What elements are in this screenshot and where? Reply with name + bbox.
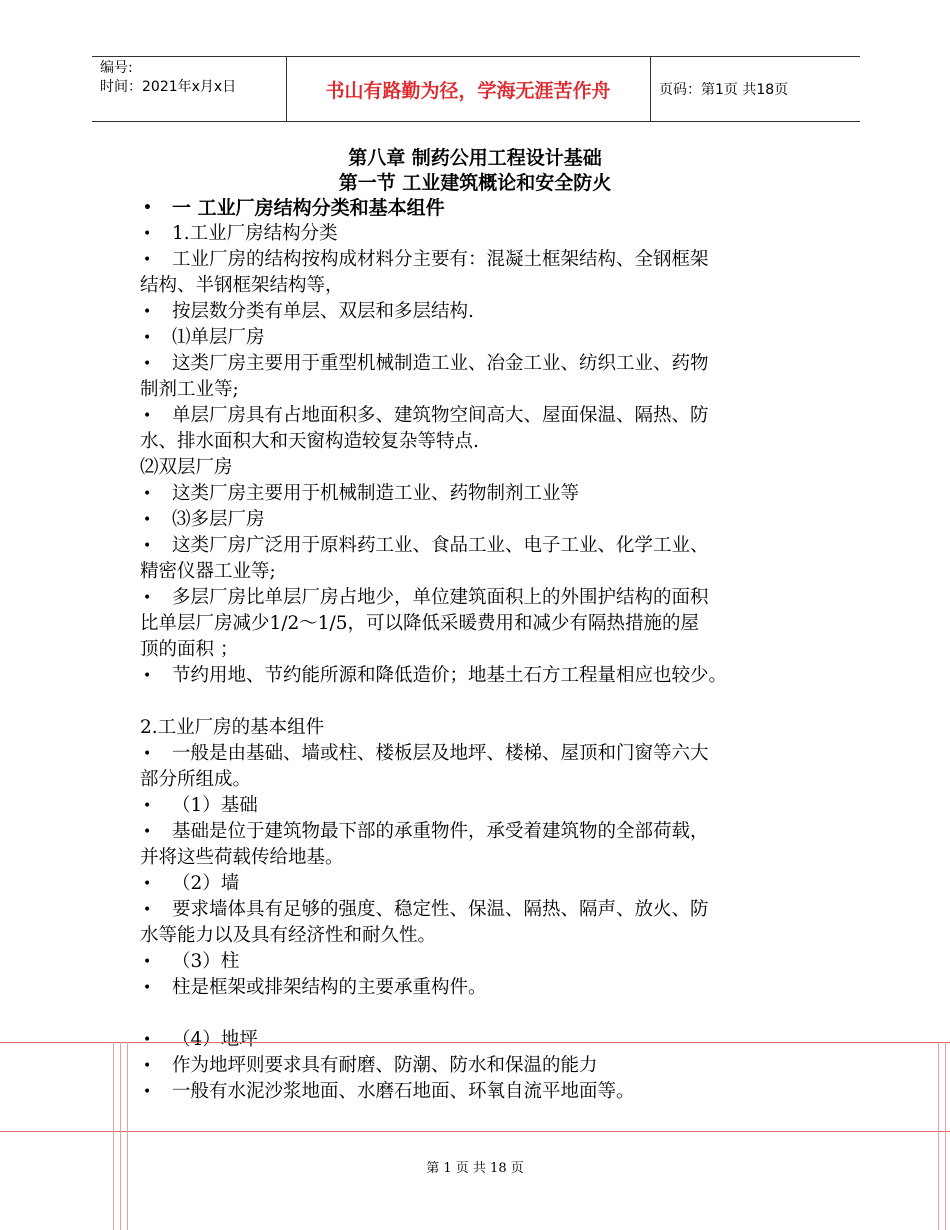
margin-line-bottom xyxy=(0,1131,950,1132)
margin-line-vertical-5 xyxy=(945,1042,946,1230)
document-body xyxy=(140,195,820,1105)
text-line xyxy=(140,533,820,559)
text-line xyxy=(140,377,820,403)
bullet-icon: • xyxy=(143,304,152,320)
text-line xyxy=(140,845,820,871)
line-text: ⑶多层厂房 xyxy=(172,509,265,530)
section-title: 第一节 工业建筑概论和安全防火 xyxy=(338,172,612,194)
header-number-label: 编号: xyxy=(100,60,133,76)
text-line xyxy=(140,923,820,949)
line-text: ⑴单层厂房 xyxy=(172,327,265,348)
text-line xyxy=(140,741,820,767)
text-line xyxy=(140,481,820,507)
text-line xyxy=(140,455,820,481)
text-line xyxy=(140,559,820,585)
blank-line xyxy=(140,1001,820,1027)
header-time-label: 时间：2021年x月x日 xyxy=(100,79,237,95)
text-line xyxy=(140,767,820,793)
line-text: 精密仪器工业等; xyxy=(140,561,276,582)
line-text: 多层厂房比单层厂房占地少，单位建筑面积上的外围护结构的面积 xyxy=(172,587,709,608)
line-text: 基础是位于建筑物最下部的承重物件，承受着建筑物的全部荷载， xyxy=(172,821,709,842)
line-text: 结构、半钢框架结构等， xyxy=(140,275,344,296)
text-line xyxy=(140,221,820,247)
line-text: 水、排水面积大和天窗构造较复杂等特点. xyxy=(140,431,479,452)
line-text: （2）墙 xyxy=(172,873,240,894)
line-text: 工业厂房的结构按构成材料分主要有：混凝土框架结构、全钢框架 xyxy=(172,249,709,270)
line-text: 柱是框架或排架结构的主要承重构件。 xyxy=(172,977,487,998)
text-line xyxy=(140,585,820,611)
bullet-icon: • xyxy=(143,824,152,840)
bullet-icon: • xyxy=(143,252,152,268)
text-line xyxy=(140,247,820,273)
line-text: 单层厂房具有占地面积多、建筑物空间高大、屋面保温、隔热、防 xyxy=(172,405,709,426)
line-text: 制剂工业等; xyxy=(140,379,239,400)
text-line xyxy=(140,403,820,429)
text-line xyxy=(140,1027,820,1053)
line-text: 1.工业厂房结构分类 xyxy=(172,223,338,244)
bullet-icon: • xyxy=(143,486,152,502)
header-page-info: 页码：第1页 共18页 xyxy=(659,82,789,98)
text-line xyxy=(140,429,820,455)
text-line xyxy=(140,897,820,923)
margin-line-vertical-2 xyxy=(120,1042,121,1230)
text-line xyxy=(140,819,820,845)
text-line xyxy=(140,793,820,819)
line-text: （3）柱 xyxy=(172,951,240,972)
line-text: 作为地坪则要求具有耐磨、防潮、防水和保温的能力 xyxy=(172,1055,598,1076)
text-line xyxy=(140,351,820,377)
chapter-title: 第八章 制药公用工程设计基础 xyxy=(348,147,602,169)
margin-line-vertical-4 xyxy=(938,1042,939,1230)
header-top-rule xyxy=(92,56,860,57)
margin-line-top xyxy=(0,1042,950,1043)
line-text: 这类厂房广泛用于原料药工业、食品工业、电子工业、化学工业、 xyxy=(172,535,709,556)
bullet-icon: • xyxy=(143,746,152,762)
text-line xyxy=(140,611,820,637)
line-text: （1）基础 xyxy=(172,795,258,816)
bullet-icon: • xyxy=(143,512,152,528)
line-text: 2.工业厂房的基本组件 xyxy=(140,717,325,738)
bullet-icon: • xyxy=(143,1032,152,1048)
bullet-icon: • xyxy=(143,226,152,242)
header-divider-right xyxy=(650,56,651,121)
line-text: 一般有水泥沙浆地面、水磨石地面、环氧自流平地面等。 xyxy=(172,1081,635,1102)
margin-line-vertical-1 xyxy=(113,1042,114,1230)
line-text: ⑵双层厂房 xyxy=(140,457,233,478)
text-line xyxy=(140,949,820,975)
header-bottom-rule xyxy=(92,121,860,122)
text-line xyxy=(140,637,820,663)
line-text: 部分所组成。 xyxy=(140,769,252,790)
bullet-icon: • xyxy=(143,590,152,606)
line-text: （4）地坪 xyxy=(172,1029,258,1050)
bullet-icon: • xyxy=(143,200,152,216)
blank-line xyxy=(140,689,820,715)
bullet-icon: • xyxy=(143,954,152,970)
bullet-icon: • xyxy=(143,876,152,892)
text-line xyxy=(140,299,820,325)
page-footer: 第 1 页 共 18 页 xyxy=(426,1161,524,1176)
bullet-icon: • xyxy=(143,1084,152,1100)
line-text: 水等能力以及具有经济性和耐久性。 xyxy=(140,925,437,946)
line-text: 顶的面积 ； xyxy=(140,639,239,660)
text-line xyxy=(140,715,820,741)
bullet-icon: • xyxy=(143,356,152,372)
bullet-icon: • xyxy=(143,668,152,684)
text-line xyxy=(140,1079,820,1105)
line-text: 节约用地、节约能所源和降低造价；地基土石方工程量相应也较少。 xyxy=(172,665,728,686)
text-line xyxy=(140,663,820,689)
text-line xyxy=(140,325,820,351)
bullet-icon: • xyxy=(143,980,152,996)
line-text: 并将这些荷载传给地基。 xyxy=(140,847,344,868)
bullet-icon: • xyxy=(143,538,152,554)
margin-line-vertical-3 xyxy=(127,1042,128,1230)
text-line xyxy=(140,1053,820,1079)
line-text: 比单层厂房减少1/2～1/5，可以降低采暖费用和减少有隔热措施的屋 xyxy=(140,613,700,634)
line-text: 一 工业厂房结构分类和基本组件 xyxy=(172,197,445,219)
line-text: 要求墙体具有足够的强度、稳定性、保温、隔热、隔声、放火、防 xyxy=(172,899,709,920)
bullet-icon: • xyxy=(143,902,152,918)
line-text: 这类厂房主要用于重型机械制造工业、冶金工业、纺织工业、药物 xyxy=(172,353,709,374)
bullet-icon: • xyxy=(143,330,152,346)
bullet-icon: • xyxy=(143,1058,152,1074)
text-line xyxy=(140,507,820,533)
line-text: 一般是由基础、墙或柱、楼板层及地坪、楼梯、屋顶和门窗等六大 xyxy=(172,743,709,764)
text-line xyxy=(140,975,820,1001)
text-line xyxy=(140,273,820,299)
text-line xyxy=(140,195,820,221)
bullet-icon: • xyxy=(143,798,152,814)
header-motto: 书山有路勤为径，学海无涯苦作舟 xyxy=(325,80,611,102)
line-text: 这类厂房主要用于机械制造工业、药物制剂工业等 xyxy=(172,483,580,504)
bullet-icon: • xyxy=(143,408,152,424)
line-text: 按层数分类有单层、双层和多层结构. xyxy=(172,301,474,322)
text-line xyxy=(140,871,820,897)
